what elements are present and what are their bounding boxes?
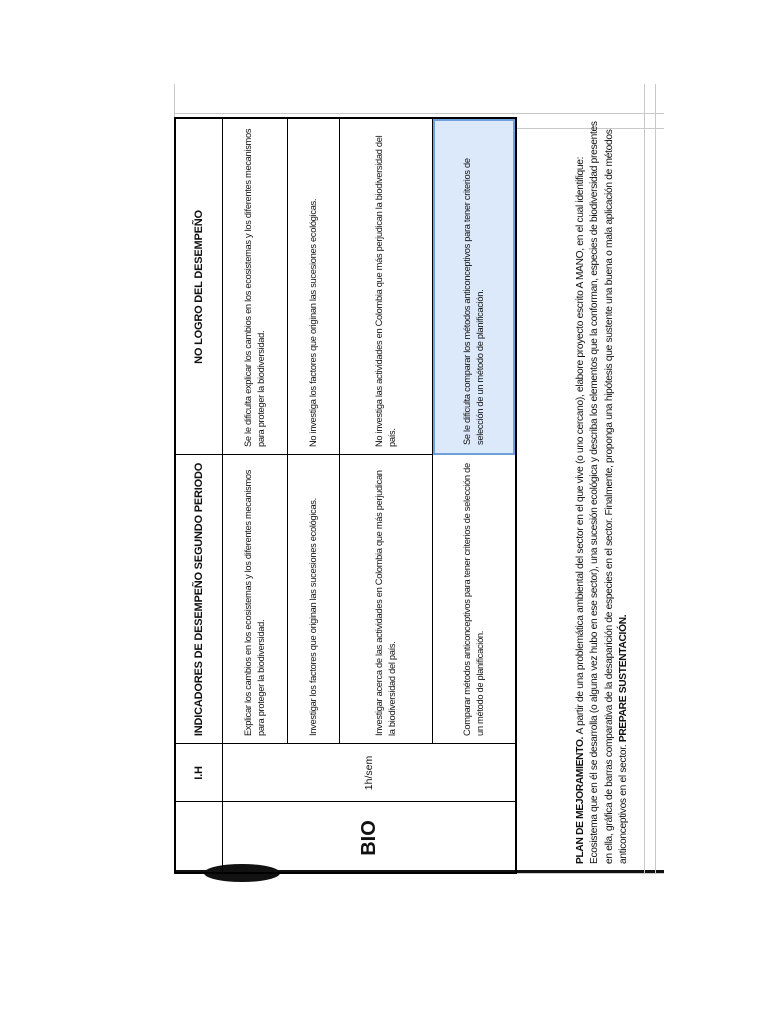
table-border [515, 117, 517, 874]
plan-title: PLAN DE MEJORAMIENTO. [575, 734, 586, 864]
rotated-spreadsheet [174, 84, 664, 874]
plan-body: A partir de una problemática ambiental del sector en el que vive (o uno cercano), elabore proyecto escrito A MANO, en el cual identifique: Ecosistema que en él se desarrolla (o alguna vez hubo en ese sector), una sucesión ecológica y describa los elementos que la conforman, especies de biodiversidad presentes en ella, gráfica de barras comparativa de la desaparición de especies en el sector. Finalmente, proponga una hipótesis que sustente una buena o mala aplicación de métodos anticonceptivos en el sector. [575, 121, 629, 864]
no-logro-cell[interactable]: Se le dificulta explicar los cambios en los ecosistemas y los diferentes mecanismos para proteger la biodiversidad. [242, 128, 266, 447]
indicador-cell[interactable]: Investigar los factores que originan las sucesiones ecológicas. [307, 498, 318, 736]
plan-sustentacion: PREPARE SUSTENTACIÓN. [617, 614, 629, 743]
lh-value: 1h/sem [363, 755, 375, 791]
plan-de-mejoramiento [572, 110, 656, 870]
no-logro-cell[interactable]: No investiga los factores que originan las sucesiones ecológicas. [307, 198, 318, 447]
header-indicadores: INDICADORES DE DESEMPEÑO SEGUNDO PERIODO [193, 462, 205, 737]
no-logro-cell[interactable]: No investiga las actividades en Colombia que más perjudican la biodiversidad del país. [373, 135, 397, 447]
header-lh: I.H [193, 766, 205, 780]
no-logro-cell-selected[interactable]: Se le dificulta comparar los métodos anticonceptivos para tener criterios de selección de un método de planificación. [433, 119, 515, 455]
header-subject [176, 802, 222, 874]
header-no-logro: NO LOGRO DEL DESEMPEÑO [193, 210, 205, 364]
indicador-cell[interactable]: Explicar los cambios en los ecosistemas y los diferentes mecanismos para proteger la biodiversidad. [242, 469, 266, 736]
indicador-cell[interactable]: Comparar métodos anticonceptivos para tener criterios de selección de un método de planificación. [461, 463, 485, 736]
subject-label: BIO [357, 820, 380, 856]
indicador-cell[interactable]: Investigar acerca de las actividades en Colombia que más perjudican la biodiversidad del país. [373, 470, 397, 736]
